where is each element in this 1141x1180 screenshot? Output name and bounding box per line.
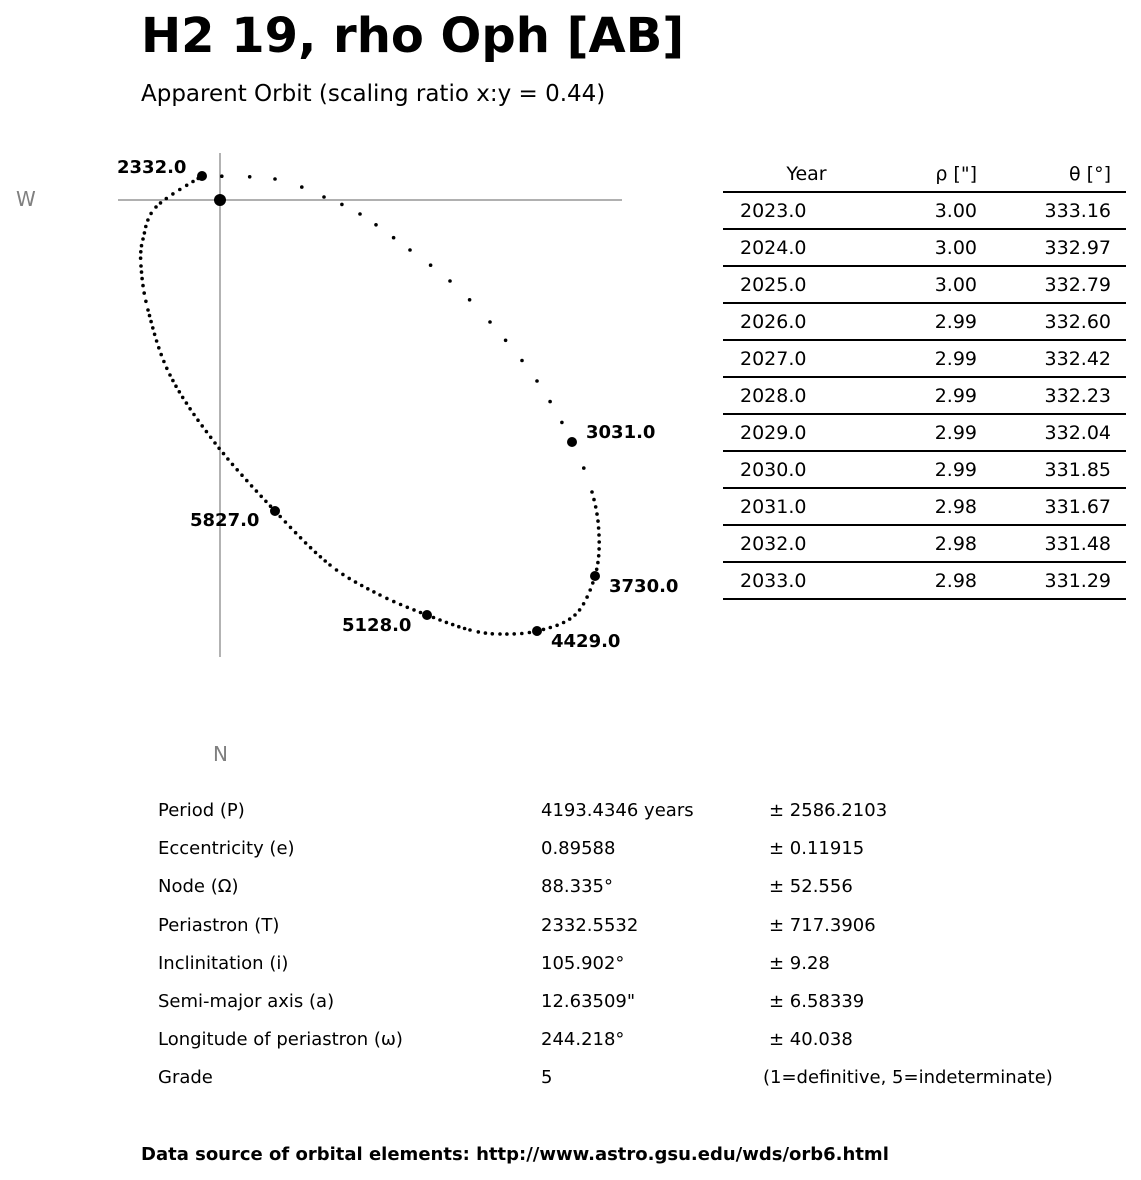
cell-year: 2031.0	[723, 488, 890, 525]
orbit-point	[300, 185, 304, 189]
orbit-point	[159, 353, 163, 357]
orbit-point	[205, 430, 209, 434]
orbit-point	[573, 613, 577, 617]
cell-rho: 2.99	[890, 377, 977, 414]
orbit-point	[578, 608, 582, 612]
orbit-dots	[139, 174, 601, 636]
orbit-point	[560, 421, 564, 425]
orbit-point	[165, 367, 169, 371]
orbit-point	[512, 632, 516, 636]
orbit-point	[505, 632, 509, 636]
orbit-point	[248, 175, 252, 179]
orbit-point	[165, 197, 169, 201]
element-value: 5	[541, 1067, 553, 1088]
table-row	[723, 562, 1126, 599]
element-error: ± 0.11915	[769, 838, 865, 859]
cell-theta: 332.04	[977, 414, 1126, 451]
orbit-point	[520, 632, 524, 636]
orbit-point	[284, 520, 288, 524]
table-row	[723, 340, 1126, 377]
orbit-point	[226, 457, 230, 461]
cell-rho: 2.99	[890, 414, 977, 451]
cell-year: 2025.0	[723, 266, 890, 303]
col-theta: θ [°]	[1069, 163, 1111, 185]
orbit-point	[171, 379, 175, 383]
cell-theta: 332.79	[977, 266, 1126, 303]
orbit-point	[451, 623, 455, 627]
orbit-point	[140, 244, 144, 248]
element-name: Node (Ω)	[158, 876, 239, 897]
col-year: Year	[786, 163, 827, 185]
orbit-point	[162, 360, 166, 364]
primary-star	[214, 194, 226, 206]
cell-theta: 331.48	[977, 525, 1126, 562]
orbit-point	[592, 498, 596, 502]
element-name: Eccentricity (e)	[158, 838, 295, 859]
cell-theta: 331.67	[977, 488, 1126, 525]
orbit-point	[406, 606, 410, 610]
orbit-point	[341, 573, 345, 577]
epoch-point	[590, 571, 600, 581]
element-value: 88.335°	[541, 876, 613, 897]
orbit-point	[191, 180, 195, 184]
orbit-point	[153, 333, 157, 337]
orbit-point	[468, 628, 472, 632]
orbit-point	[535, 379, 539, 383]
cell-rho: 2.98	[890, 562, 977, 599]
orbit-point	[399, 603, 403, 607]
table-row	[723, 451, 1126, 488]
orbit-point	[597, 554, 601, 558]
cell-theta: 332.42	[977, 340, 1126, 377]
orbit-plot	[0, 140, 700, 680]
orbit-point	[328, 563, 332, 567]
orbit-point	[504, 339, 508, 343]
orbit-point	[378, 593, 382, 597]
orbit-point	[245, 479, 249, 483]
orbit-point	[594, 505, 598, 509]
orbit-point	[142, 291, 146, 295]
table-row	[723, 525, 1126, 562]
cell-year: 2030.0	[723, 451, 890, 488]
orbit-point	[181, 396, 185, 400]
orbit-point	[264, 500, 268, 504]
table-row	[723, 488, 1126, 525]
orbit-point	[159, 201, 163, 205]
cell-theta: 333.16	[977, 192, 1126, 229]
orbit-point	[488, 320, 492, 324]
orbit-point	[448, 279, 452, 283]
orbit-point	[155, 339, 159, 343]
cell-year: 2026.0	[723, 303, 890, 340]
orbit-point	[185, 401, 189, 405]
epoch-point	[532, 626, 542, 636]
orbit-point	[590, 490, 594, 494]
orbit-point	[520, 359, 524, 363]
element-name: Inclinitation (i)	[158, 953, 289, 974]
element-error: (1=definitive, 5=indeterminate)	[763, 1067, 1053, 1088]
orbit-point	[358, 212, 362, 216]
orbit-point	[220, 174, 224, 178]
orbit-point	[144, 300, 148, 304]
orbit-point	[146, 308, 150, 312]
orbit-point	[588, 588, 592, 592]
table-row	[723, 229, 1126, 266]
orbit-point	[477, 630, 481, 634]
cell-year: 2028.0	[723, 377, 890, 414]
cell-year: 2032.0	[723, 525, 890, 562]
table-row	[723, 414, 1126, 451]
orbit-point	[542, 628, 546, 632]
orbit-point	[289, 526, 293, 530]
orbit-point	[335, 568, 339, 572]
orbit-point	[141, 237, 145, 241]
orbit-point	[304, 541, 308, 545]
orbit-point	[596, 519, 600, 523]
orbit-point	[468, 298, 472, 302]
element-error: ± 52.556	[769, 876, 853, 897]
orbit-point	[429, 263, 433, 267]
orbit-point	[139, 256, 143, 260]
orbit-point	[597, 533, 601, 537]
epoch-markers	[117, 157, 678, 652]
orbit-point	[374, 223, 378, 227]
orbit-point	[595, 568, 599, 572]
epoch-point	[197, 171, 207, 181]
page-subtitle: Apparent Orbit (scaling ratio x:y = 0.44)	[141, 81, 606, 107]
table-row	[723, 303, 1126, 340]
cell-rho: 3.00	[890, 229, 977, 266]
cell-rho: 2.98	[890, 525, 977, 562]
ephemeris-header	[723, 157, 1126, 192]
orbit-point	[549, 626, 553, 630]
page-title: H2 19, rho Oph [AB]	[141, 8, 685, 64]
orbit-point	[185, 184, 189, 188]
orbit-point	[360, 584, 364, 588]
orbit-point	[171, 192, 175, 196]
orbit-point	[347, 577, 351, 581]
orbit-point	[139, 250, 143, 254]
orbit-point	[178, 390, 182, 394]
orbit-point	[250, 484, 254, 488]
epoch-label: 5827.0	[190, 510, 260, 531]
orbit-point	[157, 346, 161, 350]
orbit-point	[412, 608, 416, 612]
orbit-point	[168, 373, 172, 377]
orbit-point	[392, 236, 396, 240]
cell-year: 2024.0	[723, 229, 890, 266]
element-error: ± 6.58339	[769, 991, 865, 1012]
orbit-point	[445, 621, 449, 625]
orbit-point	[149, 212, 153, 216]
element-value: 0.89588	[541, 838, 616, 859]
orbit-point	[438, 618, 442, 622]
element-name: Longitude of periastron (ω)	[158, 1029, 403, 1050]
orbit-point	[491, 632, 495, 636]
orbit-point	[213, 441, 217, 445]
orbit-point	[235, 468, 239, 472]
element-value: 4193.4346 years	[541, 800, 694, 821]
orbit-point	[548, 400, 552, 404]
orbit-point	[432, 616, 436, 620]
orbit-point	[149, 320, 153, 324]
table-row	[723, 377, 1126, 414]
epoch-point	[270, 506, 280, 516]
orbit-point	[174, 384, 178, 388]
orbit-point	[582, 466, 586, 470]
orbit-point	[140, 277, 144, 281]
element-error: ± 2586.2103	[769, 800, 888, 821]
orbit-point	[585, 595, 589, 599]
col-rho: ρ ["]	[935, 163, 977, 185]
data-source: Data source of orbital elements: http://www.astro.gsu.edu/wds/orb6.html	[141, 1144, 889, 1165]
orbit-point	[354, 580, 358, 584]
orbit-point	[323, 559, 327, 563]
element-error: ± 40.038	[769, 1029, 853, 1050]
orbit-point	[273, 177, 277, 181]
cell-rho: 2.99	[890, 340, 977, 377]
epoch-label: 3730.0	[609, 576, 679, 597]
orbit-point	[143, 231, 147, 235]
element-name: Semi-major axis (a)	[158, 991, 335, 1012]
element-value: 244.218°	[541, 1029, 625, 1050]
orbit-point	[322, 195, 326, 199]
cell-year: 2029.0	[723, 414, 890, 451]
orbit-point	[141, 284, 145, 288]
orbit-point	[294, 531, 298, 535]
element-error: ± 717.3906	[769, 915, 876, 936]
orbit-point	[140, 270, 144, 274]
orbit-point	[314, 551, 318, 555]
orbit-point	[192, 413, 196, 417]
orbit-point	[196, 418, 200, 422]
orbit-point	[597, 547, 601, 551]
element-value: 105.902°	[541, 953, 625, 974]
orbit-point	[209, 436, 213, 440]
orbit-point	[340, 203, 344, 207]
element-name: Grade	[158, 1067, 213, 1088]
orbit-point	[240, 473, 244, 477]
orbit-point	[597, 526, 601, 530]
cell-year: 2023.0	[723, 192, 890, 229]
cell-rho: 2.99	[890, 451, 977, 488]
orbit-point	[299, 536, 303, 540]
orbit-point	[319, 555, 323, 559]
orbit-point	[372, 590, 376, 594]
element-name: Periastron (T)	[158, 915, 280, 936]
table-row	[723, 266, 1126, 303]
orbit-point	[148, 314, 152, 318]
north-label: N	[213, 742, 228, 766]
orbit-point	[392, 600, 396, 604]
orbit-point	[222, 452, 226, 456]
orbit-point	[178, 188, 182, 192]
cell-theta: 331.85	[977, 451, 1126, 488]
cell-rho: 2.98	[890, 488, 977, 525]
epoch-label: 4429.0	[551, 631, 621, 652]
orbit-point	[597, 540, 601, 544]
cell-rho: 3.00	[890, 266, 977, 303]
epoch-label: 2332.0	[117, 157, 187, 178]
orbit-point	[463, 627, 467, 631]
epoch-point	[422, 610, 432, 620]
orbit-point	[385, 597, 389, 601]
orbit-point	[457, 625, 461, 629]
orbit-point	[595, 512, 599, 516]
cell-year: 2033.0	[723, 562, 890, 599]
orbit-point	[231, 463, 235, 467]
orbit-point	[255, 489, 259, 493]
orbit-point	[139, 264, 143, 268]
orbit-point	[555, 624, 559, 628]
table-row	[723, 192, 1126, 229]
orbit-point	[498, 632, 502, 636]
west-label: W	[16, 187, 36, 211]
orbit-point	[309, 546, 313, 550]
orbit-point	[419, 611, 423, 615]
orbit-point	[596, 561, 600, 565]
orbit-point	[582, 602, 586, 606]
orbit-point	[408, 248, 412, 252]
orbit-point	[217, 447, 221, 451]
element-name: Period (P)	[158, 800, 245, 821]
orbit-point	[278, 515, 282, 519]
orbit-point	[188, 407, 192, 411]
orbit-point	[366, 587, 370, 591]
orbit-point	[154, 205, 158, 209]
orbit-point	[200, 424, 204, 428]
orbit-point	[144, 225, 148, 229]
cell-rho: 2.99	[890, 303, 977, 340]
orbit-point	[568, 617, 572, 621]
cell-theta: 331.29	[977, 562, 1126, 599]
orbit-point	[528, 631, 532, 635]
orbit-point	[259, 495, 263, 499]
cell-theta: 332.60	[977, 303, 1126, 340]
ephemeris-table	[723, 157, 1126, 600]
orbit-point	[151, 326, 155, 330]
orbit-point	[146, 218, 150, 222]
cell-theta: 332.23	[977, 377, 1126, 414]
cell-year: 2027.0	[723, 340, 890, 377]
epoch-label: 3031.0	[586, 422, 656, 443]
element-value: 12.63509"	[541, 991, 636, 1012]
orbit-point	[484, 631, 488, 635]
element-error: ± 9.28	[769, 953, 830, 974]
epoch-point	[567, 437, 577, 447]
cell-theta: 332.97	[977, 229, 1126, 266]
epoch-label: 5128.0	[342, 615, 412, 636]
element-value: 2332.5532	[541, 915, 639, 936]
cell-rho: 3.00	[890, 192, 977, 229]
orbit-point	[591, 581, 595, 585]
orbit-point	[562, 621, 566, 625]
